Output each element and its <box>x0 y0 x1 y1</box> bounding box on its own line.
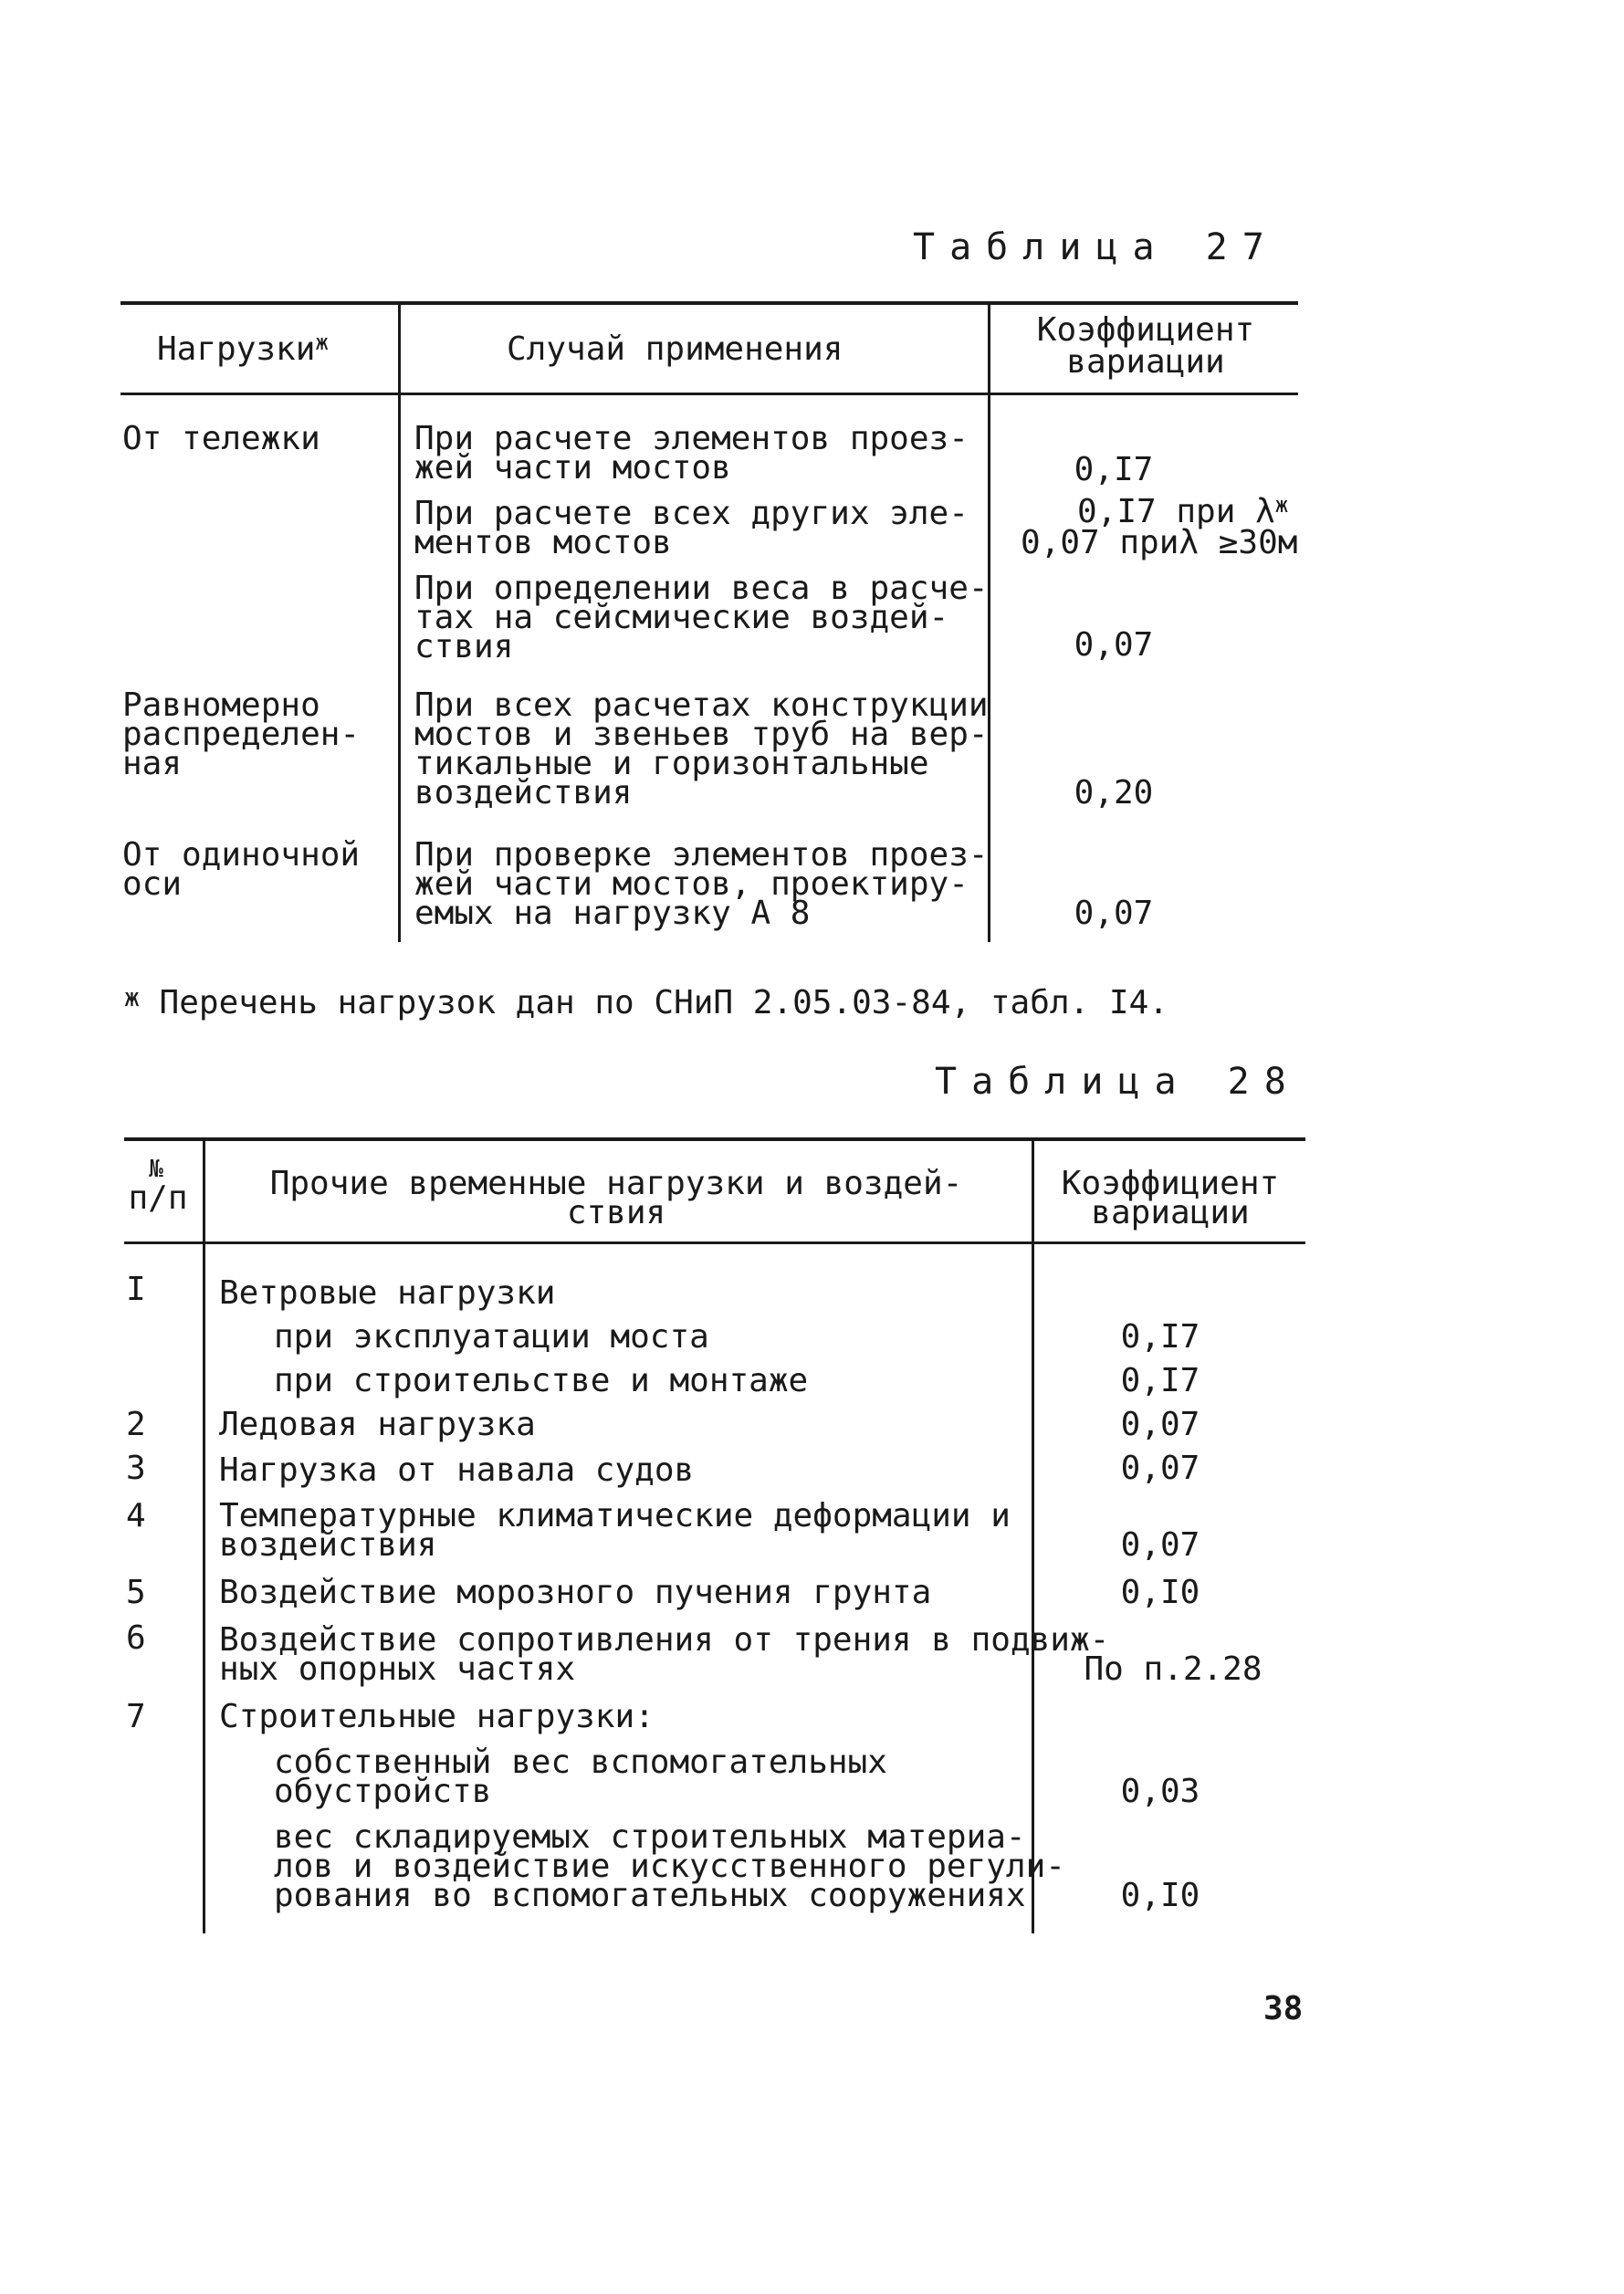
table28-row-name: Воздействие морозного пучения грунта <box>219 1574 932 1611</box>
table27-row1-case-1: При расчете элементов проез- <box>414 420 969 457</box>
table28-header-name-2: ствия <box>566 1194 666 1231</box>
table28-row-name: лов и воздействие искусственного регули- <box>274 1848 1065 1885</box>
table27-row5-load-1: От одиночной <box>122 836 361 874</box>
table28-header-num-1: № <box>149 1156 163 1183</box>
table27-header-rule <box>120 393 1298 395</box>
table27-row4-case-1: При всех расчетах конструкции <box>414 686 989 724</box>
table28-row-name: Строительные нагрузки: <box>219 1698 655 1735</box>
table27-header-loads: Нагрузки$^ж$ <box>157 330 329 368</box>
table27-footnote: $^ж$ Перечень нагрузок дан по СНиП 2.05.03-84, табл. I4. <box>124 982 1168 1021</box>
table27-row4-load-3: ная <box>122 745 183 782</box>
table28-row-coef: 0,I0 <box>1120 1574 1200 1611</box>
table28-row-coef: 0,03 <box>1120 1773 1200 1810</box>
table28-header-coef-1: Коэффициент <box>1061 1165 1280 1202</box>
table28-row-name: собственный вес вспомогательных <box>274 1744 887 1781</box>
table28-row-num: I <box>126 1271 146 1308</box>
table28-col-divider-1 <box>203 1139 205 1933</box>
page-number: 38 <box>1263 1990 1304 2027</box>
table28-row-name: Ледовая нагрузка <box>219 1406 536 1443</box>
table28-row-name: Ветровые нагрузки <box>219 1274 556 1312</box>
table27-row2-case-2: ментов мостов <box>414 524 672 561</box>
table28-row-num: 7 <box>126 1698 146 1735</box>
table28-row-num: 5 <box>126 1574 146 1611</box>
table27-row2-coef-1: 0,I7 при $\lambda^ж$ <box>1077 492 1289 530</box>
table28-header-rule <box>124 1241 1305 1244</box>
table28-col-divider-2 <box>1032 1139 1034 1933</box>
asterisk-mark: ж <box>124 982 140 1012</box>
table28-row-coef: 0,07 <box>1120 1526 1200 1564</box>
table28-row-coef: 0,I7 <box>1120 1318 1200 1356</box>
table27-row2-coef-2: 0,07 приλ ≥30м <box>1021 524 1298 561</box>
table27-row4-coef: 0,20 <box>1074 774 1154 812</box>
table28-header-coef-2: вариации <box>1091 1194 1250 1231</box>
table28-row-name: при эксплуатации моста <box>274 1318 709 1356</box>
table28-row-name: Нагрузка от навала судов <box>219 1451 695 1489</box>
table28-row-name: воздействия <box>219 1526 437 1564</box>
table28-row-num: 6 <box>126 1619 146 1657</box>
table28-row-coef: 0,07 <box>1120 1406 1200 1443</box>
table27-row1-coef: 0,I7 <box>1074 451 1154 488</box>
table27-row4-case-4: воздействия <box>414 774 633 812</box>
table28-row-name: при строительстве и монтаже <box>274 1362 809 1399</box>
asterisk-mark: ж <box>1274 492 1289 518</box>
table27-row5-case-3: емых на нагрузку А 8 <box>414 895 811 932</box>
table27-row5-case-1: При проверке элементов проез- <box>414 836 989 874</box>
table28-row-name: вес складируемых строительных материа- <box>274 1818 1026 1856</box>
table27-top-rule <box>120 301 1298 305</box>
table28-row-num: 2 <box>126 1406 146 1443</box>
table27-row5-case-2: жей части мостов, проектиру- <box>414 865 969 903</box>
table27-row4-load-2: распределен- <box>122 716 361 753</box>
table27-row4-load-1: Равномерно <box>122 686 320 724</box>
table28-top-rule <box>124 1137 1305 1141</box>
table27-row5-load-2: оси <box>122 865 183 903</box>
table27-header-coef-2: вариации <box>1066 343 1225 381</box>
table28-row-name: обустройств <box>274 1773 492 1810</box>
table27-col-divider-1 <box>398 303 401 942</box>
table28-title: Таблица 28 <box>935 1061 1301 1103</box>
table27-row3-case-3: ствия <box>414 628 514 665</box>
table27-row1-load: От тележки <box>122 420 320 457</box>
table28-row-name: ных опорных частях <box>219 1650 576 1688</box>
table27-header-coef-1: Коэффициент <box>1036 311 1255 349</box>
table28-row-name: Воздействие сопротивления от трения в подвиж- <box>219 1621 1110 1659</box>
table27-row3-case-2: тах на сейсмические воздей- <box>414 599 949 636</box>
table27-title: Таблица 27 <box>913 226 1279 268</box>
asterisk-mark: ж <box>315 330 329 355</box>
table28-row-coef: 0,I0 <box>1120 1877 1200 1914</box>
table27-row4-case-3: тикальные и горизонтальные <box>414 745 929 782</box>
table28-row-num: 3 <box>126 1450 146 1487</box>
table28-row-coef: 0,I7 <box>1120 1362 1200 1399</box>
table28-row-coef: 0,07 <box>1120 1450 1200 1487</box>
table28-row-coef: По п.2.28 <box>1084 1650 1263 1688</box>
table28-row-num: 4 <box>126 1497 146 1535</box>
table27-row2-case-1: При расчете всех других эле- <box>414 495 969 532</box>
table27-row5-coef: 0,07 <box>1074 895 1154 932</box>
table27-header-case: Случай применения <box>507 330 843 368</box>
table28-row-name: Температурные климатические деформации и <box>219 1497 1011 1535</box>
table28-row-name: рования во вспомогательных сооружениях <box>274 1877 1026 1914</box>
table28-header-name-1: Прочие временные нагрузки и воздей- <box>269 1165 963 1202</box>
table27-row1-case-2: жей части мостов <box>414 449 731 487</box>
table28-header-num-2: п/п <box>128 1179 188 1217</box>
table27-row4-case-2: мостов и звеньев труб на вер- <box>414 716 989 753</box>
table27-row3-case-1: При определении веса в расче- <box>414 570 989 607</box>
table27-row3-coef: 0,07 <box>1074 626 1154 664</box>
